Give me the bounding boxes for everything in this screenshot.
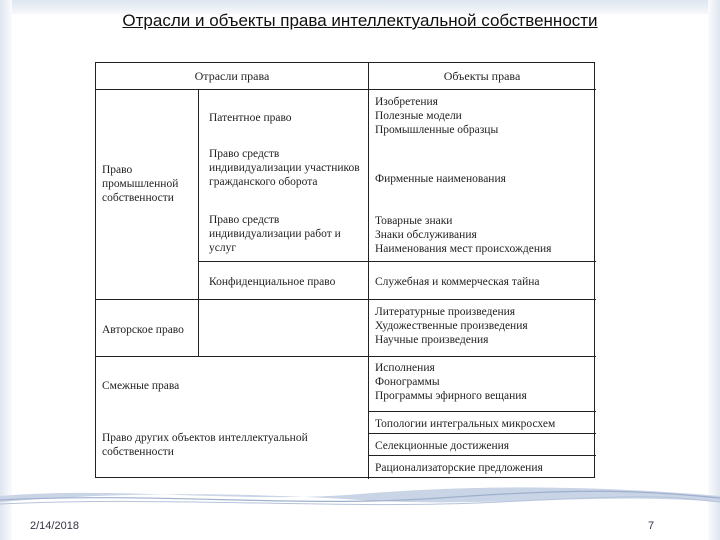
object-rationalization: Рационализаторские предложения	[375, 462, 543, 474]
page-number: 7	[648, 520, 655, 532]
object-item: Литературные произведения	[375, 306, 516, 318]
objects-confidential	[375, 275, 590, 289]
slide-title: Отрасли и объекты права интеллектуальной собственности	[122, 11, 598, 30]
object-item: Полезные модели	[375, 110, 462, 122]
sub-patent-law: Патентное право	[209, 112, 292, 124]
objects-related	[375, 361, 590, 403]
objects-individualization-participants	[375, 172, 590, 186]
object-topology: Топологии интегральных микросхем	[375, 418, 556, 430]
sub-column-divider	[198, 90, 199, 356]
row-divider-related	[96, 356, 596, 357]
row-divider-confidential	[198, 261, 596, 262]
object-item: Фирменные наименования	[375, 173, 506, 185]
objects-individualization-goods	[375, 214, 590, 256]
branch-industrial-property: Право промышленной собственности	[102, 164, 179, 204]
header-objects: Объекты права	[443, 69, 521, 83]
object-item: Знаки обслуживания	[375, 229, 477, 241]
objects-copyright	[375, 305, 590, 347]
object-item: Наименования мест происхождения	[375, 243, 552, 255]
object-item: Изобретения	[375, 96, 438, 108]
footer-date: 2/14/2018	[30, 520, 79, 532]
object-item: Служебная и коммерческая тайна	[375, 276, 540, 288]
row-divider-selection	[368, 433, 596, 434]
sub-individualization-participants: Право средств индивидуализации участников гражданского оборота	[209, 148, 360, 188]
sub-individualization-goods: Право средств индивидуализации работ и услуг	[209, 214, 341, 254]
header-divider	[96, 89, 596, 90]
object-item: Фонограммы	[375, 376, 440, 388]
object-item: Программы эфирного вещания	[375, 390, 527, 402]
objects-patent	[375, 95, 590, 137]
object-item: Промышленные образцы	[375, 124, 499, 136]
column-divider	[368, 63, 369, 479]
row-divider-copyright	[96, 299, 596, 300]
decorative-swoosh	[0, 482, 720, 510]
object-item: Исполнения	[375, 362, 435, 374]
object-item: Товарные знаки	[375, 215, 453, 227]
branch-related-rights: Смежные права	[102, 380, 180, 392]
header-branches: Отрасли права	[194, 69, 270, 83]
object-item: Художественные произведения	[375, 320, 528, 332]
branch-copyright: Авторское право	[102, 324, 184, 336]
slide-frame-right	[708, 0, 720, 540]
slide-frame-left	[0, 0, 12, 540]
ip-table	[95, 62, 595, 478]
object-item: Научные произведения	[375, 334, 489, 346]
row-divider-rationalization	[368, 455, 596, 456]
row-divider-topology	[368, 411, 596, 412]
sub-confidential-law: Конфиденциальное право	[209, 276, 336, 288]
object-selection: Селекционные достижения	[375, 440, 510, 452]
branch-other-ip: Право других объектов интеллектуальной собственности	[102, 432, 308, 458]
